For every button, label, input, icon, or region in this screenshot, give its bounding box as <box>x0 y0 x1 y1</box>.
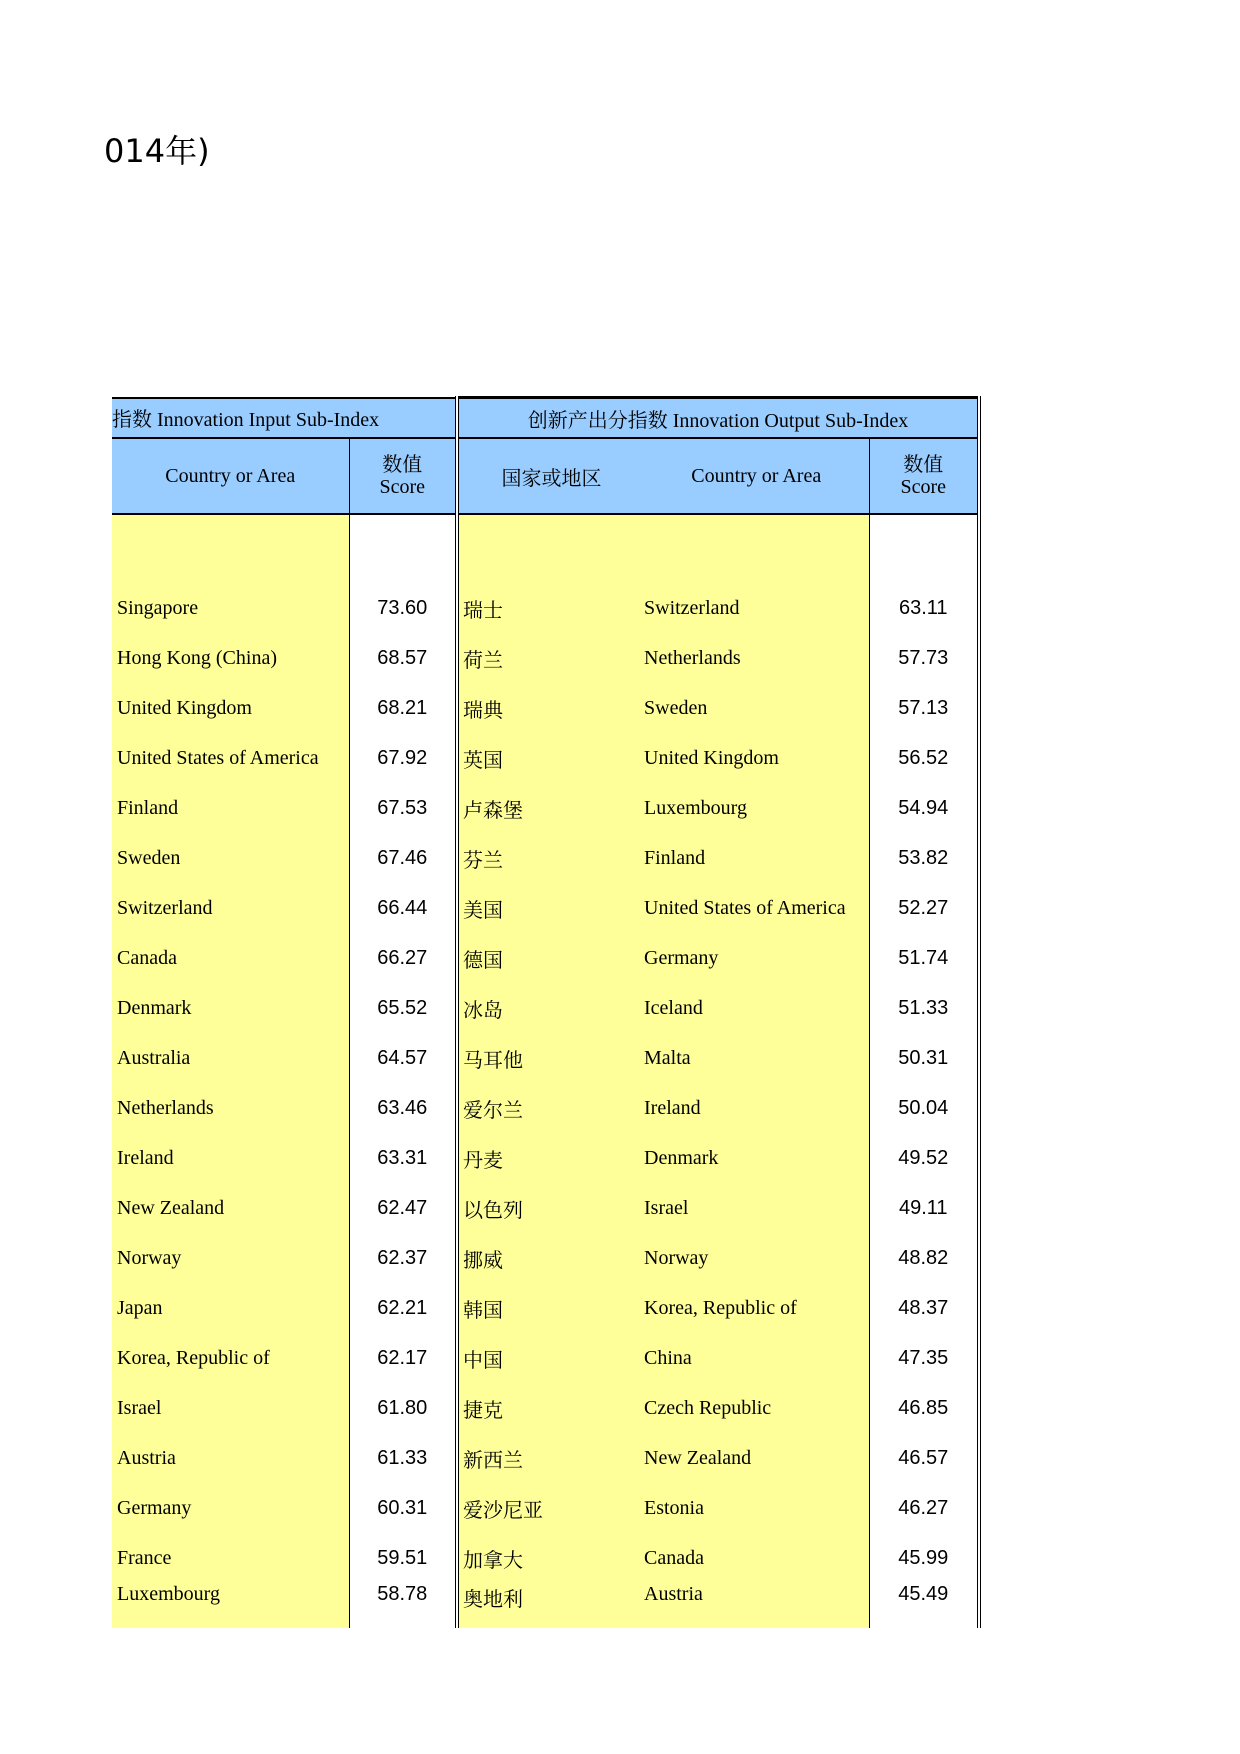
input-country-cell: New Zealand <box>112 1183 349 1233</box>
output-cn-country-cell: 卢森堡 <box>457 783 644 833</box>
input-score-cell: 67.92 <box>349 733 457 783</box>
input-country-cell: Norway <box>112 1233 349 1283</box>
table-row <box>112 1433 979 1483</box>
table-row <box>112 933 979 983</box>
output-country-cell: Switzerland <box>644 583 869 633</box>
input-score-cell: 73.60 <box>349 583 457 633</box>
output-country-cell: Czech Republic <box>644 1383 869 1433</box>
output-score-cell: 48.82 <box>869 1233 979 1283</box>
table-row <box>112 1083 979 1133</box>
input-score-cell: 61.33 <box>349 1433 457 1483</box>
output-country-cell: Denmark <box>644 1133 869 1183</box>
output-score-cell: 50.04 <box>869 1083 979 1133</box>
output-cn-country-cell: 爱尔兰 <box>457 1083 644 1133</box>
output-score-cell: 63.11 <box>869 583 979 633</box>
output-cn-country-cell: 马耳他 <box>457 1033 644 1083</box>
input-score-cell: 68.57 <box>349 633 457 683</box>
input-country-cell: Korea, Republic of <box>112 1333 349 1383</box>
input-country-cell: Hong Kong (China) <box>112 633 349 683</box>
input-score-cell: 67.46 <box>349 833 457 883</box>
output-cn-country-cell: 挪威 <box>457 1233 644 1283</box>
output-country-cell: Estonia <box>644 1483 869 1533</box>
output-cn-country-cell: 爱沙尼亚 <box>457 1483 644 1533</box>
table-row <box>112 883 979 933</box>
input-score-cell: 68.21 <box>349 683 457 733</box>
input-country-cell: United States of America <box>112 733 349 783</box>
output-country-cell: China <box>644 1333 869 1383</box>
output-score-cell: 49.11 <box>869 1183 979 1233</box>
output-score-cell: 51.33 <box>869 983 979 1033</box>
output-score-cell: 54.94 <box>869 783 979 833</box>
table-row <box>112 1383 979 1433</box>
output-score-cell: 46.85 <box>869 1383 979 1433</box>
input-score-cell: 62.37 <box>349 1233 457 1283</box>
output-country-cell: Germany <box>644 933 869 983</box>
output-score-cell: 45.49 <box>869 1583 979 1628</box>
output-cn-country-cell: 捷克 <box>457 1383 644 1433</box>
output-score-cell: 52.27 <box>869 883 979 933</box>
input-country-cell: Japan <box>112 1283 349 1333</box>
table-row <box>112 583 979 633</box>
input-score-cell: 62.21 <box>349 1283 457 1333</box>
input-subindex-header: 指数 Innovation Input Sub-Index <box>112 398 457 439</box>
table-row <box>112 633 979 683</box>
output-score-cell: 45.99 <box>869 1533 979 1583</box>
output-country-cell: Ireland <box>644 1083 869 1133</box>
table-row <box>112 1583 979 1628</box>
table-row <box>112 1033 979 1083</box>
input-score-cell: 58.78 <box>349 1583 457 1628</box>
output-country-cell: Israel <box>644 1183 869 1233</box>
input-score-cell: 67.53 <box>349 783 457 833</box>
input-country-cell: Switzerland <box>112 883 349 933</box>
output-country-cell: Korea, Republic of <box>644 1283 869 1333</box>
output-score-cell: 56.52 <box>869 733 979 783</box>
table-row <box>112 1133 979 1183</box>
output-cn-country-cell: 以色列 <box>457 1183 644 1233</box>
output-cn-country-cell: 瑞士 <box>457 583 644 633</box>
input-country-cell: Ireland <box>112 1133 349 1183</box>
table-row <box>112 1483 979 1533</box>
output-score-cell: 48.37 <box>869 1283 979 1333</box>
output-cn-country-cell: 荷兰 <box>457 633 644 683</box>
output-score-header: 数值 Score <box>869 438 979 514</box>
table-row <box>112 783 979 833</box>
input-country-cell: Germany <box>112 1483 349 1533</box>
table-row <box>112 1183 979 1233</box>
input-score-cell: 59.51 <box>349 1533 457 1583</box>
input-score-cell: 62.47 <box>349 1183 457 1233</box>
output-country-cell: United States of America <box>644 883 869 933</box>
table-row <box>112 833 979 883</box>
output-cn-country-cell: 韩国 <box>457 1283 644 1333</box>
output-score-cell: 49.52 <box>869 1133 979 1183</box>
output-cn-country-cell: 新西兰 <box>457 1433 644 1483</box>
input-country-cell: Denmark <box>112 983 349 1033</box>
table-row <box>112 983 979 1033</box>
input-score-cell: 66.27 <box>349 933 457 983</box>
output-score-cell: 46.27 <box>869 1483 979 1533</box>
output-cn-country-cell: 美国 <box>457 883 644 933</box>
page-title: 014年) <box>104 132 210 170</box>
input-country-cell: Australia <box>112 1033 349 1083</box>
output-country-cell: United Kingdom <box>644 733 869 783</box>
output-score-cell: 47.35 <box>869 1333 979 1383</box>
input-country-cell: Israel <box>112 1383 349 1433</box>
output-country-cell: New Zealand <box>644 1433 869 1483</box>
input-score-cell: 63.46 <box>349 1083 457 1133</box>
output-country-cell: Canada <box>644 1533 869 1583</box>
input-country-cell: Sweden <box>112 833 349 883</box>
input-country-cell: Singapore <box>112 583 349 633</box>
input-score-cell: 63.31 <box>349 1133 457 1183</box>
output-country-cell: Luxembourg <box>644 783 869 833</box>
output-country-cell: Austria <box>644 1583 869 1628</box>
output-cn-country-cell: 丹麦 <box>457 1133 644 1183</box>
table-row <box>112 1533 979 1583</box>
output-cn-country-cell: 冰岛 <box>457 983 644 1033</box>
output-cn-country-cell: 英国 <box>457 733 644 783</box>
table-row <box>112 1283 979 1333</box>
table-row <box>112 1333 979 1383</box>
table-row <box>112 733 979 783</box>
output-score-cell: 50.31 <box>869 1033 979 1083</box>
output-country-cell: Netherlands <box>644 633 869 683</box>
input-score-cell: 61.80 <box>349 1383 457 1433</box>
output-country-cell: Sweden <box>644 683 869 733</box>
output-subindex-header: 创新产出分指数 Innovation Output Sub-Index <box>457 398 979 439</box>
output-cn-country-cell: 瑞典 <box>457 683 644 733</box>
input-country-cell: United Kingdom <box>112 683 349 733</box>
output-country-cell: Iceland <box>644 983 869 1033</box>
output-cn-country-cell: 德国 <box>457 933 644 983</box>
output-score-cell: 46.57 <box>869 1433 979 1483</box>
table-row <box>112 683 979 733</box>
table-row <box>112 1233 979 1283</box>
output-country-cell: Malta <box>644 1033 869 1083</box>
input-country-cell: France <box>112 1533 349 1583</box>
input-score-cell: 64.57 <box>349 1033 457 1083</box>
output-country-header: Country or Area <box>644 438 869 514</box>
input-score-cell: 65.52 <box>349 983 457 1033</box>
input-country-cell: Luxembourg <box>112 1583 349 1628</box>
input-country-cell: Canada <box>112 933 349 983</box>
input-score-cell: 62.17 <box>349 1333 457 1383</box>
output-country-cell: Finland <box>644 833 869 883</box>
input-score-header: 数值 Score <box>349 438 457 514</box>
input-country-cell: Netherlands <box>112 1083 349 1133</box>
input-score-cell: 66.44 <box>349 883 457 933</box>
input-score-cell: 60.31 <box>349 1483 457 1533</box>
output-cn-country-cell: 加拿大 <box>457 1533 644 1583</box>
output-cn-country-cell: 芬兰 <box>457 833 644 883</box>
output-score-cell: 57.73 <box>869 633 979 683</box>
output-score-cell: 53.82 <box>869 833 979 883</box>
output-cn-country-header: 国家或地区 <box>457 438 644 514</box>
output-cn-country-cell: 中国 <box>457 1333 644 1383</box>
output-country-cell: Norway <box>644 1233 869 1283</box>
input-country-cell: Finland <box>112 783 349 833</box>
output-score-cell: 57.13 <box>869 683 979 733</box>
innovation-table <box>112 396 981 1628</box>
output-cn-country-cell: 奥地利 <box>457 1583 644 1628</box>
input-country-header: Country or Area <box>112 438 349 514</box>
input-country-cell: Austria <box>112 1433 349 1483</box>
output-score-cell: 51.74 <box>869 933 979 983</box>
